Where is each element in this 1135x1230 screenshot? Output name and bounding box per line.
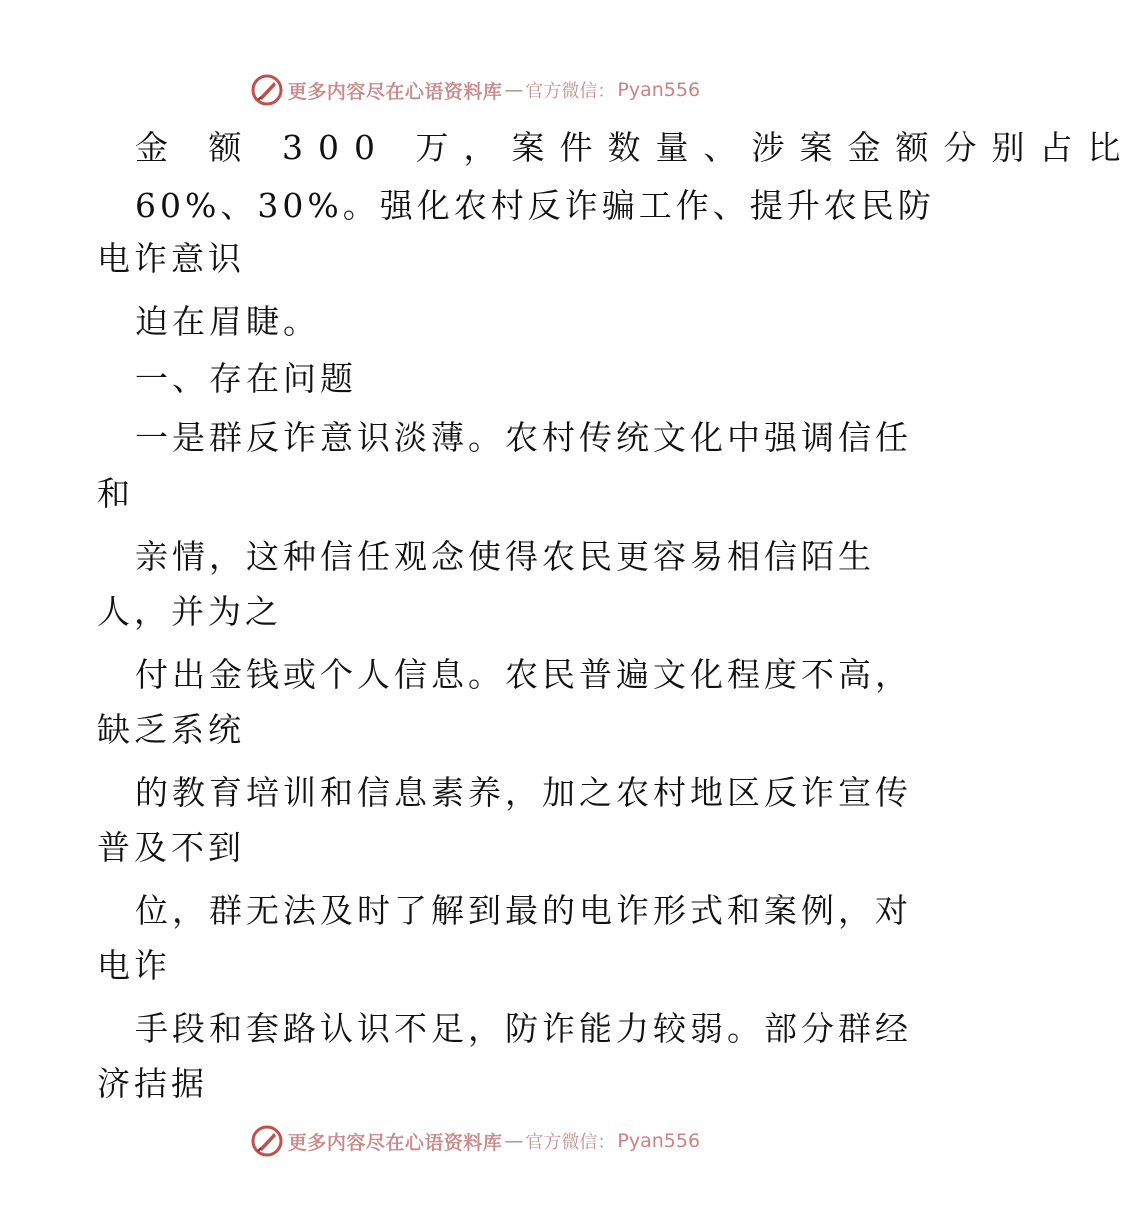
quill-logo-icon [250, 1124, 284, 1158]
watermark-text: 更多内容尽在心语资料库 [287, 80, 503, 103]
watermark-contact-label: 官方微信： [525, 81, 616, 102]
text-line: 普及不到 [97, 828, 245, 867]
text-line: 济拮据 [97, 1064, 208, 1103]
text-line: 位，群无法及时了解到最的电诈形式和案例，对 [135, 891, 912, 930]
text-line: 人，并为之 [97, 592, 282, 631]
text-line: 电诈意识 [97, 239, 245, 278]
text-line: 电诈 [97, 946, 171, 985]
text-line: 迫在眉睫。 [135, 302, 320, 341]
watermark-contact-label: 官方微信： [525, 1132, 616, 1153]
text-line: 60%、30%。强化农村反诈骗工作、提升农民防 [135, 186, 935, 225]
text-line: 金 额 300 万，案件数量、涉案金额分别占比 [135, 128, 1135, 167]
watermark-separator: — [504, 79, 524, 101]
text-line: 亲情，这种信任观念使得农民更容易相信陌生 [135, 537, 875, 576]
watermark-contact-id: Pyan556 [617, 1130, 701, 1152]
watermark-text: 更多内容尽在心语资料库 [287, 1131, 503, 1154]
section-heading: 一、存在问题 [135, 359, 357, 398]
text-line: 手段和套路认识不足，防诈能力较弱。部分群经 [135, 1009, 912, 1048]
quill-logo-icon [250, 73, 284, 107]
watermark-contact-id: Pyan556 [617, 79, 701, 101]
text-line: 和 [97, 474, 134, 513]
text-line: 一是群反诈意识淡薄。农村传统文化中强调信任 [135, 418, 912, 457]
footer-watermark [0, 1121, 950, 1161]
watermark-separator: — [504, 1130, 524, 1152]
text-line: 付出金钱或个人信息。农民普遍文化程度不高， [135, 655, 912, 694]
text-line: 缺乏系统 [97, 710, 245, 749]
header-watermark [0, 70, 950, 110]
text-line: 的教育培训和信息素养，加之农村地区反诈宣传 [135, 773, 912, 812]
